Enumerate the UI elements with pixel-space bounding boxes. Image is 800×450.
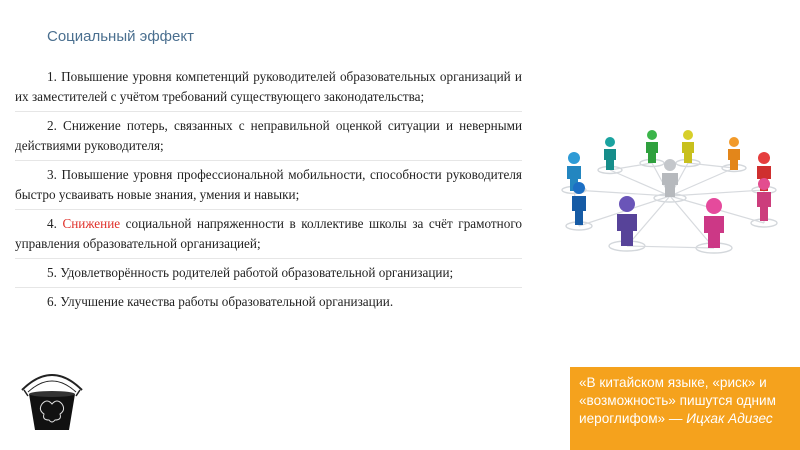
quote-text: «В китайском языке, «риск» и «возможность» пишутся одним иероглифом» — [579, 375, 776, 426]
effects-list [15, 66, 522, 319]
slide-title: Социальный эффект [47, 28, 194, 45]
list-item: 6. Улучшение качества работы образовательной организации. [47, 294, 394, 309]
quote-author: Ицхак Адизес [686, 411, 773, 426]
list-item: 5. Удовлетворённость родителей работой образовательной организации; [15, 262, 522, 288]
list-item: 2. Снижение потерь, связанных с неправильной оценкой ситуации и неверными действиями руководителя; [15, 115, 522, 161]
list-item: 3. Повышение уровня профессиональной мобильности, способности руководителя быстро усваивать новые знания, умения и навыки; [15, 164, 522, 210]
bucket-brain-logo-icon [12, 362, 92, 444]
quote-box [570, 367, 800, 450]
list-item: 4. Снижение социальной напряженности в коллективе школы за счёт грамотного управления образовательной организацией; [15, 213, 522, 259]
highlight-word: Снижение [62, 216, 121, 231]
list-item: 1. Повышение уровня компетенций руководителей образовательных организаций и их заместителей с учётом требований существующего законодательства; [15, 66, 522, 112]
people-network-icon [552, 118, 788, 278]
logo [12, 362, 92, 444]
